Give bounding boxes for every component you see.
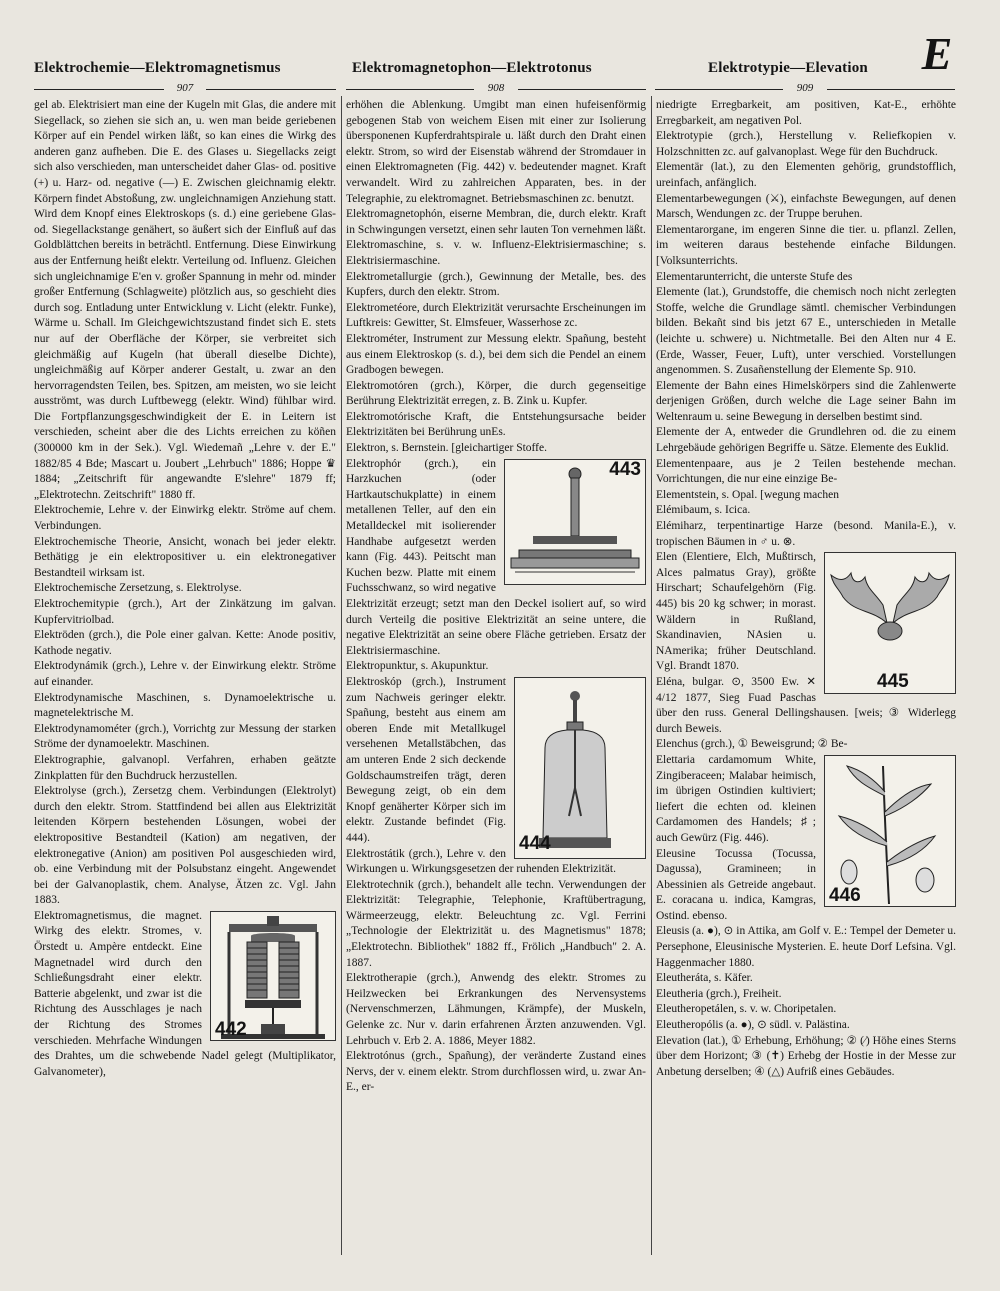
figure-number: 446 — [829, 885, 861, 907]
thumb-index-letter: E — [921, 28, 953, 79]
entry-text: Elektrodynámik (grch.), Lehre v. der Einwirkung elektr. Ströme auf einander. — [34, 660, 336, 688]
entry-text: Eleutheropólis (a. ●), ⊙ südl. v. Palästina. — [656, 1019, 850, 1032]
entry-text: Elektrometéore, durch Elektrizität verursachte Erscheinungen im Luftkreis: Gewitter, St. Elmsfeuer, Wasserhose zc. — [346, 301, 646, 330]
entry-text: Eleutheria (grch.), Freiheit. — [656, 987, 782, 1000]
column-number-center: 908 — [346, 82, 646, 96]
cardamom-plant-illustration — [825, 756, 955, 906]
column-center — [346, 98, 646, 1257]
entry-text: gel ab. Elektrisiert man eine der Kugeln mit Glas, die andere mit Siegellack, so ziehen sie sich an, u. wen man beide geriebenen Körper auf ein Pendel wirken läßt, so kan eines die Wirkg des anderen ganz aufheben. Die E. des Glases u. Siegellacks zeigt sich also verschieden, man unterscheidet daher Glas- od. positive (+) u. Harz- od. negative (—) E. Zwischen gleichnamig elektr. Körpern findet Abstoßung, zw. ungleichnamigen Anziehung statt. Wird dem Knopf eines Elektroskops (s. d.) eine geriebene Glas- od. Siegellackstange genähert, so äußert sich der Einfluß auf das Goldblättchen bereits in beträchtl. Entfernung. Diese Einwirkung aus der Entfernung heißt elektr. Verteilung od. Influenz. Gleichen sich ungleichnamige E'en v. großer Spannung in mehr od. minder großer Entfernung (Schlagweite) plötzlich aus, so geschieht dies durch sog. Entladung unter Entwicklung v. Licht (elektr. Funke), Wärme u. Schall. Im Gleichgewichtszustand findet sich E. stets nur auf der Oberfläche der Körper, sie verbreitet sich gleichmäßig auf Kugeln (hat überall dieselbe Dichte), ungleichmäßig auf Körper anderer Gestalt, u. zwar an den hervorragendsten Teilen, bes. Spitzen, am meisten, wo sie leicht ausströmt, was durch Luftbewegg (elektr. Wind) fühlbar wird. Die Fortpflanzungsgeschwindigkeit der E. in Leitern ist verschieden, scheint aber die des Lichts erreichen zu köñen (300000 km in der Sek.). Vgl. Wiedemañ „Lehre v. der E." 1882/85 4 Bde; Mascart u. Joubert „Lehrbuch" 1886; Hoppe ♛ 1884; „Zeitschrift für angewandte E'slehre" 1879 ff; „Elektrotechn. Zeitschrift" 1880 ff. — [34, 99, 336, 501]
entry-text: niedrigte Erregbarkeit, am positiven, Kat-E., erhöhte Erregbarkeit, am negativen Pol. — [656, 99, 956, 127]
entry-text: Eleusine Tocussa (Tocussa, Dagussa), Gramineen; in Abessinien als Getreide angebaut. E. coracana u. indica, Kamgras, Ostind. ebenso. — [656, 847, 816, 922]
electroscope-illustration — [515, 678, 645, 858]
entry-text: Elektrographie, galvanopl. Verfahren, erhaben geätzte Zinkplatten für den Buchdruck herzustellen. — [34, 753, 336, 782]
entry-text: Elektröden (grch.), die Pole einer galvan. Kette: Anode positiv, Kathode negativ. — [34, 629, 336, 657]
entry-text: Elémibaum, s. Icica. — [656, 504, 751, 517]
column-number-left: 907 — [34, 82, 336, 96]
entry-text: Eleutheráta, s. Käfer. — [656, 972, 753, 985]
entry-text: Elemente der Bahn eines Himelskörpers sind die Zahlenwerte derjenigen Größen, durch welche die Lage seiner Bahn im Weltenraum u. seine Bewegung in derselben bestimt sind. — [656, 379, 956, 423]
entry-text: Elektropunktur, s. Akupunktur. — [346, 660, 489, 673]
entry-text: Elektrochemische Zersetzung, s. Elektrolyse. — [34, 582, 242, 595]
entry-text: Eleutheropetálen, s. v. w. Choripetalen. — [656, 1003, 837, 1016]
column-divider — [341, 96, 342, 1255]
entry-text: Elektromotórische Kraft, die Entstehungsursache beider Elektrizitäten bei Berührung unEs. — [346, 410, 646, 439]
entry-text: Elevation (lat.), ① Erhebung, Erhöhung; ② (⁄) Höhe eines Sterns über dem Horizont; ③ (✝) Erhebg der Hostie in der Messe zur Anbetung derselben; ④ (△) Aufriß eines Gebäudes. — [656, 1034, 956, 1078]
entry-text: Elektrotónus (grch., Spañung), der veränderte Zustand eines Nervs, der v. einem elektr. Strom durchflossen wird, u. zwar An-E., er- — [346, 1050, 646, 1094]
entry-text: Elen (Elentiere, Elch, Mußtirsch, Alces palmatus Gray), größte Hirschart; Schaufelgehörn (Fig. 445) bis 20 kg schwer; in morast. Wäldern in Rußland, Skandinavien, NAsien u. NAmerika; früher Deutschland. Vgl. Brandt 1870. — [656, 551, 816, 673]
figure-number: 444 — [519, 833, 551, 855]
entry-text: Elementär (lat.), zu den Elementen gehörig, grundstofflich, ureinfach, anfänglich. — [656, 161, 956, 189]
figure-electromagnet — [210, 911, 336, 1041]
entry-text: Elektrophór (grch.), ein Harzkuchen (oder Hartkautschukplatte) in einem metallenen Teller, auf den ein Metalldeckel mit isolierender Handhabe aufgesetzt werden kann (Fig. 443). Peitscht man Kuchen bezw. Platte mit einem Fuchsschwanz, so wird negative Elektrizität erzeugt; setzt man den Deckel isoliert auf, so wird durch Verteilg die positive Elektrizität an seine untere, die negative Elektrizität an seine obere Fläche getrieben. Ersatz der Elektrisiermaschine. — [346, 457, 646, 657]
column-right — [656, 98, 956, 1257]
entry-text: Elementarunterricht, die unterste Stufe des — [656, 270, 853, 283]
entry-text: Elémiharz, terpentinartige Harze (besond. Manila-E.), v. tropischen Bäumen in ♂ u. ⊗. — [656, 520, 956, 548]
entry-text: Elementenpaare, aus je 2 Teilen bestehende mechan. Vorrichtungen, die nur eine einzige Be- — [656, 457, 956, 486]
figure-elk-antlers — [824, 552, 956, 694]
entry-text: Elektrodynamische Maschinen, s. Dynamoelektrische u. magnetelektrische M. — [34, 691, 336, 720]
column-left — [34, 98, 336, 1257]
figure-number: 442 — [215, 1019, 247, 1041]
figure-number: 445 — [877, 670, 909, 692]
figure-number: 443 — [609, 458, 641, 480]
entry-text: Elektrolyse (grch.), Zersetzg chem. Verbindungen (Elektrolyt) durch den elektr. Strom. Stattfindend bei allen aus Elektrizität leitenden Körpern bestehenden Lösungen, wobei der elektropositive Bestandteil (Kation) am negativen, der elektronegative (Anion) am positiven Pol ausgeschieden wird, ob. eine Verbindung mit der Polsubstanz eingeht. Angewendet bei der Galvanoplastik, chem. Analyse, Ätzen zc. Vgl. Jahn 1883. — [34, 785, 336, 907]
figure-electrophorus — [504, 459, 646, 585]
entry-text: Eleusis (a. ●), ⊙ in Attika, am Golf v. E.: Tempel der Demeter u. Persephone, Eleusinische Mysterien. E. heute Dorf Lefsina. Vgl. Haggenmacher 1880. — [656, 925, 956, 969]
entry-text: Elektrotherapie (grch.), Anwendg des elektr. Stromes zu Heilzwecken bei Erkrankungen des Nervensystems (Nervenschmerzen, Lähmungen, Krämpfe), der Muskeln, Gelenke zc. Nur v. darin erfahrenen Ärzten anzuwenden. Vgl. Lehrbuch v. Erb 2. A. 1886, Meyer 1882. — [346, 972, 646, 1047]
entry-text: Elektrostátik (grch.), Lehre v. den Wirkungen u. Wirkungsgesetzen der ruhenden Elektrizität. — [346, 847, 616, 876]
column-number-right: 909 — [655, 82, 955, 96]
entry-text: Elemente (lat.), Grundstoffe, die chemisch noch nicht zerlegten Stoffe, welche die Grundlage sämtl. chemischer Verbindungen bilden. Bekañt sind bis jetzt 67 E., unterschieden in Metalle (leichte u. schwere) u. Nichtmetalle. Bei den Alten nur 4 E. (Erde, Wasser, Feuer, Luft), unter verschied. Vorstellungen angenommen. S. Zusañenstellung der Elemente Sp. 910. — [656, 286, 956, 377]
entry-text: Elektromagnetophón, eiserne Membran, die, durch elektr. Kraft in Schwingungen versetzt, einen sehr lauten Ton vernehmen läßt. — [346, 208, 646, 236]
entry-text: Elektrotechnik (grch.), behandelt alle techn. Verwendungen der Elektrizität: Telegraphie, Telephonie, Kraftübertragung, Wärmeerzeugg, elektr. Beleuchtung zc. Vgl. Ferrini „Technologie der Elektrizität u. des Magnetismus" 1878; „Elektrotechn. Bibliothek" 1882 ff., Frölich „Handbuch" 2. A. 1887. — [346, 878, 646, 969]
entry-text: Elektromaschine, s. v. w. Influenz-Elektrisiermaschine; s. Elektrisiermaschine. — [346, 239, 646, 267]
entry-text: Elemente der A, entweder die Grundlehren od. die zu einem Lehrgebäude gehörigen Begriffe u. Sätze. Elemente des Euklid. — [656, 426, 956, 455]
entry-text: Elementarorgane, im engeren Sinne die tier. u. pflanzl. Zellen, im weiteren daraus bestehende einfache Bildungen. [Volksunterrichts. — [656, 223, 956, 267]
entry-text: Elektromagnetismus, die magnet. Wirkg des elektr. Stromes, v. Örstedt u. Ampère entdeckt. Eine Magnetnadel wird durch den Schließungsdraht einer elektr. Batterie abgelenkt, und zwar ist die Richtung des Ausschlages je nach der Richtung des Stromes verschieden. Mehrfache Windungen des Drahtes, um die schwebende Nadel gelegt (Multiplikator, Galvanometer), — [34, 909, 336, 1078]
column-divider — [651, 96, 652, 1255]
running-head-center: Elektromagnetophon—Elektrotonus — [352, 60, 592, 76]
entry-text: Elementarbewegungen (⚔), einfachste Bewegungen, auf denen Marsch, Wendungen zc. der Truppe beruhen. — [656, 192, 956, 221]
entry-text: Elektromotóren (grch.), Körper, die durch gegenseitige Berührung Elektrizität erregen, z. B. Zink u. Kupfer. — [346, 379, 646, 408]
figure-cardamom-plant — [824, 755, 956, 907]
entry-text: Elementstein, s. Opal. [wegung machen — [656, 488, 839, 501]
entry-text: Elektroskóp (grch.), Instrument zum Nachweis geringer elektr. Spañung, besteht aus einem am oberen Ende mit Metallkugel versehenen Metallstäbchen, das am unteren Ende 2 sich deckende Goldschaumstreifen trägt, deren Bewegung zeigt, ob ein dem Knopf genäherter Körper sich im elektr. Zustande befindet (Fig. 444). — [346, 675, 506, 844]
entry-text: Elektron, s. Bernstein. [gleichartiger Stoffe. — [346, 442, 547, 455]
entry-text: Elektrochemitypie (grch.), Art der Zinkätzung im galvan. Kupfervitriolbad. — [34, 598, 336, 626]
entry-text: Elektrochemie, Lehre v. der Einwirkg elektr. Ströme auf chem. Verbindungen. — [34, 504, 336, 533]
entry-text: Elektrométer, Instrument zur Messung elektr. Spañung, besteht aus einem Elektroskop (s. d.), bei dem sich die Pendel an einem Gradbogen bewegen. — [346, 332, 646, 377]
entry-text: Elektrodynamométer (grch.), Vorrichtg zur Messung der starken Ströme der dynamoelektr. Maschinen. — [34, 722, 336, 751]
running-head-left: Elektrochemie—Elektromagnetismus — [34, 60, 281, 76]
entry-text: Elektrochemische Theorie, Ansicht, wonach bei jeder elektr. Bethätigg je ein elektropositiver u. ein elektronegativer Bestandteil wirksam ist. — [34, 535, 336, 579]
figure-electroscope — [514, 677, 646, 859]
entry-text: erhöhen die Ablenkung. Umgibt man einen hufeisenförmig gebogenen Stab von weichem Eisen mit einer zur Isolierung übersponenen Kupferdrahtspirale u. läßt durch den Draht einen elektr. Strom, so wird der Eisenstab während der Stromdauer in einen Elektromagneten (Fig. 442) v. bedeutender magnet. Kraft verwandelt. Wird zu zahlreichen Apparaten, bes. in der Telegraphie, zu elektromagnet. Betriebsmaschinen zc. benutzt. — [346, 99, 646, 205]
running-head-right: Elektrotypie—Elevation — [708, 60, 868, 76]
entry-text: Elektrometallurgie (grch.), Gewinnung der Metalle, bes. des Kupfers, durch den elektr. Strom. — [346, 270, 646, 299]
entry-text: Elektrotypie (grch.), Herstellung v. Reliefkopien v. Holzschnitten zc. auf galvanoplast. Wege für den Buchdruck. — [656, 130, 956, 158]
entry-text: Eléna, bulgar. ⊙, 3500 Ew. ✕ 4/12 1877, Sieg Fuad Paschas über den russ. General Dellingshausen. [weis; ③ Widerlegg durch Beweis. — [656, 675, 956, 735]
entry-text: Elettaria cardamomum White, Zingiberaceen; Malabar heimisch, im übrigen Ostindien kultiviert; liefert die echten od. kleinen Cardamomen des Handels; ♯; auch Gewürz (Fig. 446). — [656, 753, 816, 844]
entry-text: Elenchus (grch.), ① Beweisgrund; ② Be- — [656, 738, 848, 751]
